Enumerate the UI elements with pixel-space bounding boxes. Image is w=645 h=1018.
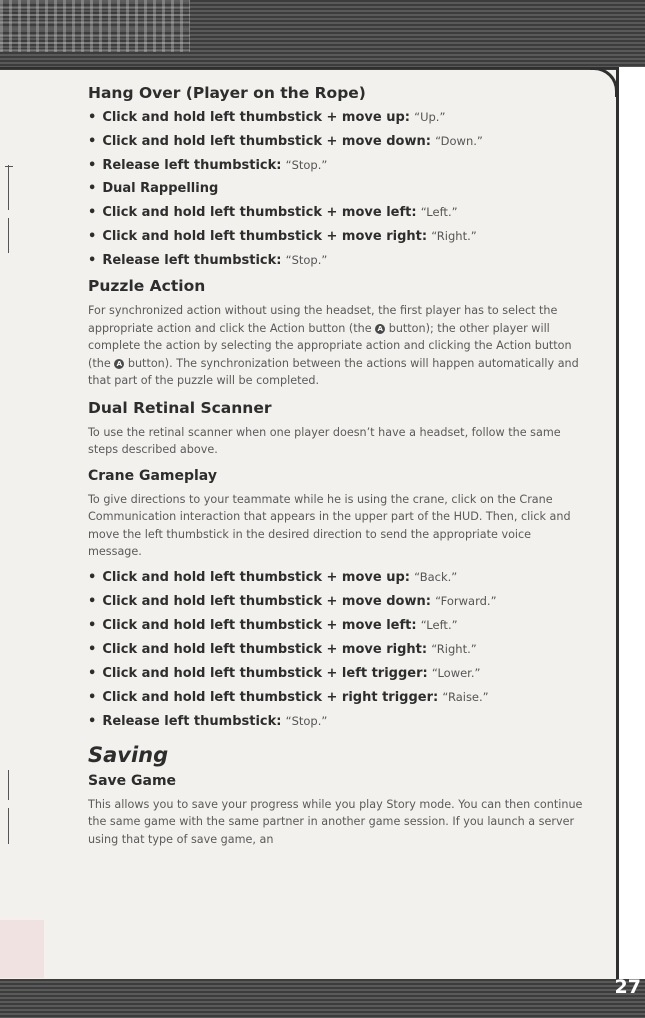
left-margin-mark <box>5 166 13 167</box>
page-content <box>88 83 588 856</box>
save-game-heading: Save Game <box>88 772 177 789</box>
save-game-text: This allows you to save your progress while you play Story mode. You can then continue the same game with the same partner in another game session. If you launch a server using that type of save game, an <box>88 797 583 846</box>
saving-heading: Saving <box>88 742 169 767</box>
a-button-icon: A <box>114 359 124 369</box>
hang-over-list <box>88 109 588 269</box>
list-item: • Click and hold left thumbstick + move right: “Right.” <box>88 641 477 657</box>
hang-over-heading: Hang Over (Player on the Rope) <box>88 84 366 102</box>
top-decorative-bar <box>0 0 645 70</box>
dual-retinal-text: To use the retinal scanner when one player doesn’t have a headset, follow the same steps described above. <box>88 425 561 456</box>
list-item: • Release left thumbstick: “Stop.” <box>88 158 328 173</box>
top-bar-pattern <box>0 0 190 52</box>
frame-line-top <box>0 67 618 69</box>
list-item: • Click and hold left thumbstick + move up: “Up.” <box>88 110 446 125</box>
list-item: • Dual Rappelling <box>88 181 219 196</box>
a-button-icon: A <box>375 324 385 334</box>
list-item: • Release left thumbstick: “Stop.” <box>88 713 328 729</box>
crane-text: To give directions to your teammate while he is using the crane, click on the Crane Communication interaction that appears in the upper part of the HUD. Then, click and move the left thumbstick in the desired direction to send the appropriate voice message. <box>88 492 571 558</box>
crane-heading: Crane Gameplay <box>88 467 217 484</box>
list-item: • Click and hold left thumbstick + left trigger: “Lower.” <box>88 665 481 681</box>
bottom-decorative-bar <box>0 979 645 1018</box>
puzzle-action-text: For synchronized action without using the headset, the first player has to select the appropriate action and click the Action button (the A button); the other player will complete the action by selecting the appropriate action and clicking the Action button (the A button). The synchronization between the actions will happen automatically and that part of the puzzle will be completed. <box>88 304 579 387</box>
crane-list <box>88 569 588 730</box>
list-item: • Click and hold left thumbstick + move right: “Right.” <box>88 229 477 244</box>
left-margin-mark <box>8 218 9 253</box>
right-margin <box>619 67 645 979</box>
list-item: • Click and hold left thumbstick + move down: “Forward.” <box>88 593 497 609</box>
list-item: • Click and hold left thumbstick + move left: “Left.” <box>88 617 458 633</box>
dual-retinal-heading: Dual Retinal Scanner <box>88 398 272 417</box>
left-margin-mark <box>8 165 9 210</box>
page-stain <box>0 920 44 978</box>
list-item: • Click and hold left thumbstick + move down: “Down.” <box>88 134 483 149</box>
left-margin-mark <box>8 770 9 800</box>
frame-corner <box>590 67 618 97</box>
list-item: • Click and hold left thumbstick + move left: “Left.” <box>88 205 458 220</box>
list-item: • Click and hold left thumbstick + right trigger: “Raise.” <box>88 689 489 705</box>
left-margin-mark <box>8 808 9 844</box>
list-item: • Release left thumbstick: “Stop.” <box>88 253 328 268</box>
list-item: • Click and hold left thumbstick + move up: “Back.” <box>88 569 458 585</box>
page-number: 27 <box>614 976 641 998</box>
puzzle-action-heading: Puzzle Action <box>88 277 206 295</box>
